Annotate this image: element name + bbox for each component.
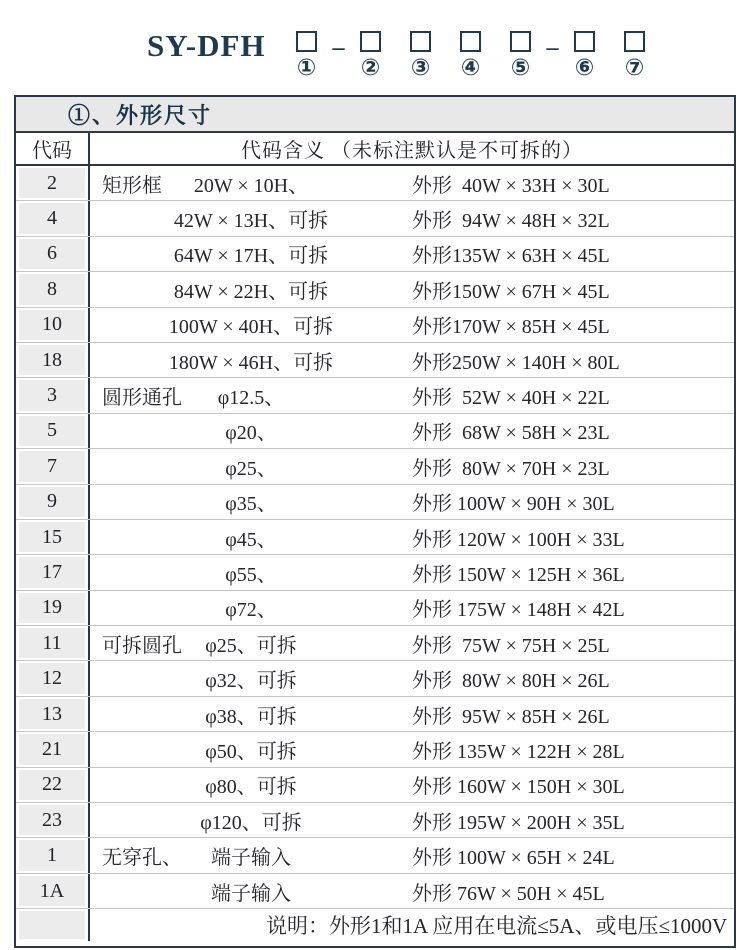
meaning-cell [90,449,734,483]
spec-cell [90,841,412,870]
spec-value: φ20、 [225,422,277,445]
spec-value: φ50、可拆 [205,740,297,763]
code-value: 19 [19,593,85,623]
code-cell [16,520,90,554]
spec-cell [90,169,412,198]
meaning-cell [90,485,734,519]
spec-value: φ38、可拆 [205,705,297,728]
slot-number: ⑤ [510,55,531,81]
group-label: 圆形通孔 [102,387,182,410]
table-row [16,838,734,873]
code-value: 17 [19,557,85,587]
code-cell [16,555,90,589]
note-row [16,909,734,941]
code-cell [16,697,90,731]
code-value: 7 [19,451,85,481]
code-slot [396,26,446,81]
outline-dims: 外形 100W × 90H × 30L [412,493,615,516]
spec-value: 端子输入 [211,847,291,870]
code-value: 1A [19,876,85,906]
code-slot [346,26,396,81]
spec-value: φ80、可拆 [205,776,297,799]
slot-number: ① [296,55,317,81]
code-cell [16,308,90,342]
slot-number: ③ [410,55,431,81]
code-cell [16,166,90,200]
code-box [296,31,317,52]
code-value: 10 [19,310,85,340]
spec-cell [90,629,412,658]
spec-value: φ55、 [225,563,277,586]
dash-separator: – [332,35,345,61]
spec-cell [90,558,412,587]
spec-cell [90,381,412,410]
table-row [16,697,734,732]
outline-dims: 外形 80W × 80H × 26L [412,670,610,693]
code-value: 5 [19,416,85,446]
slot-number: ⑦ [624,55,645,81]
spec-cell [90,204,412,233]
table-row [16,166,734,201]
code-value: 13 [19,699,85,729]
spec-value: φ72、 [225,599,277,622]
code-value: 3 [19,380,85,410]
code-cell [16,768,90,802]
code-cell [16,378,90,412]
code-box [460,31,481,52]
outline-dims: 外形150W × 67H × 45L [412,280,610,303]
table-row [16,378,734,413]
code-cell [16,874,90,908]
code-cell [16,591,90,625]
meaning-cell [90,838,734,872]
code-slot [496,26,546,81]
note-text: 说明：外形1和1A 应用在电流≤5A、或电压≤1000V [266,914,728,939]
table-row [16,272,734,307]
header-meaning: 代码含义 （未标注默认是不可拆的） [241,140,583,162]
code-box [510,31,531,52]
spec-cell [90,770,412,799]
code-value: 1 [19,840,85,870]
code-box [360,31,381,52]
spec-value: φ35、 [225,493,277,516]
table-row [16,485,734,520]
spec-value: 42W × 13H、可拆 [173,210,329,233]
code-slot [610,26,660,81]
outline-dims: 外形250W × 140H × 80L [412,351,620,374]
outline-dims: 外形 94W × 48H × 32L [412,210,610,233]
meaning-cell [90,803,734,837]
meaning-cell [90,166,734,200]
code-value: 22 [19,770,85,800]
code-cell [16,803,90,837]
meaning-cell [90,661,734,695]
group-label: 可拆圆孔 [102,634,182,657]
slot-number: ④ [460,55,481,81]
table-row [16,732,734,767]
spec-cell [90,346,412,375]
table-row [16,803,734,838]
table-row [16,555,734,590]
outline-dims: 外形 40W × 33H × 30L [412,174,610,197]
outline-dims: 外形 52W × 40H × 22L [412,387,610,410]
code-value: 23 [19,805,85,835]
outline-dims: 外形 75W × 75H × 25L [412,634,610,657]
code-cell [16,485,90,519]
spec-cell [90,416,412,445]
meaning-cell [90,591,734,625]
spec-value: φ120、可拆 [200,811,302,834]
spec-cell [90,275,412,304]
code-value: 2 [19,168,85,198]
spec-cell [90,877,412,906]
code-cell [16,909,90,941]
spec-value: φ45、 [225,528,277,551]
meaning-cell [90,237,734,271]
code-value: 21 [19,734,85,764]
spec-value: 84W × 22H、可拆 [173,280,329,303]
spec-value: φ25、可拆 [205,634,297,657]
outline-dims: 外形 80W × 70H × 23L [412,457,610,480]
code-cell [16,201,90,235]
model-name: SY-DFH [147,28,266,63]
code-cell [16,414,90,448]
outline-dims: 外形 68W × 58H × 23L [412,422,610,445]
table-row [16,308,734,343]
outline-dims: 外形135W × 63H × 45L [412,245,610,268]
code-value: 11 [19,628,85,658]
outline-dims: 外形 76W × 50H × 45L [412,882,605,905]
table-row [16,201,734,236]
code-slot [282,26,332,81]
code-box [574,31,595,52]
table-row [16,520,734,555]
code-value: 12 [19,663,85,693]
outline-dims: 外形170W × 85H × 45L [412,316,610,339]
table-row [16,237,734,272]
code-cell [16,732,90,766]
spec-value: φ32、可拆 [205,670,297,693]
code-cell [16,272,90,306]
table-row [16,343,734,378]
table-title: ①、外形尺寸 [16,97,734,133]
header-code: 代码 [16,133,90,164]
outline-dims: 外形 175W × 148H × 42L [412,599,625,622]
spec-cell [90,523,412,552]
table-row [16,591,734,626]
meaning-cell [90,555,734,589]
code-box [624,31,645,52]
code-box [410,31,431,52]
meaning-cell [90,626,734,660]
dash-separator: – [546,35,559,61]
spec-cell [90,452,412,481]
slot-number: ② [360,55,381,81]
meaning-cell [90,768,734,802]
meaning-cell [90,414,734,448]
code-value: 18 [19,345,85,375]
table-body [16,166,734,909]
spec-value: 100W × 40H、可拆 [168,316,334,339]
spec-cell [90,487,412,516]
table-row [16,626,734,661]
outline-dims: 外形 150W × 125H × 36L [412,563,625,586]
spec-cell [90,664,412,693]
code-cell [16,838,90,872]
code-slot [560,26,610,81]
code-cell [16,661,90,695]
code-cell [16,343,90,377]
spec-cell [90,806,412,835]
code-cell [16,237,90,271]
meaning-cell [90,697,734,731]
spec-value: φ12.5、 [217,387,285,410]
group-label: 矩形框 [102,174,162,197]
outline-dims: 外形 160W × 150H × 30L [412,776,625,799]
outline-dims: 外形 95W × 85H × 26L [412,705,610,728]
outline-dims: 外形 195W × 200H × 35L [412,811,625,834]
dimensions-table [14,95,736,948]
outline-dims: 外形 135W × 122H × 28L [412,740,625,763]
code-value-empty [19,911,85,939]
code-value: 4 [19,203,85,233]
outline-dims: 外形 120W × 100H × 33L [412,528,625,551]
spec-value: φ25、 [225,457,277,480]
code-value: 8 [19,274,85,304]
table-header-row [16,133,734,166]
spec-value: 180W × 46H、可拆 [168,351,334,374]
code-cell [16,626,90,660]
spec-cell [90,735,412,764]
spec-value: 20W × 10H、 [193,174,309,197]
meaning-cell [90,272,734,306]
spec-value: 端子输入 [211,882,291,905]
code-value: 9 [19,487,85,517]
code-value: 6 [19,239,85,269]
code-cell [16,449,90,483]
group-label: 无穿孔、 [102,847,182,870]
meaning-cell [90,874,734,908]
code-slot-strip [282,26,660,81]
meaning-cell [90,732,734,766]
table-row [16,661,734,696]
meaning-cell [90,378,734,412]
table-row [16,414,734,449]
meaning-cell [90,343,734,377]
meaning-cell [90,520,734,554]
spec-cell [90,310,412,339]
spec-value: 64W × 17H、可拆 [173,245,329,268]
spec-cell [90,700,412,729]
slot-number: ⑥ [574,55,595,81]
outline-dims: 外形 100W × 65H × 24L [412,847,615,870]
meaning-cell [90,308,734,342]
model-code-header [147,26,660,81]
code-value: 15 [19,522,85,552]
table-row [16,449,734,484]
meaning-cell [90,201,734,235]
spec-cell [90,239,412,268]
code-slot [446,26,496,81]
spec-cell [90,593,412,622]
table-row [16,768,734,803]
table-row [16,874,734,909]
